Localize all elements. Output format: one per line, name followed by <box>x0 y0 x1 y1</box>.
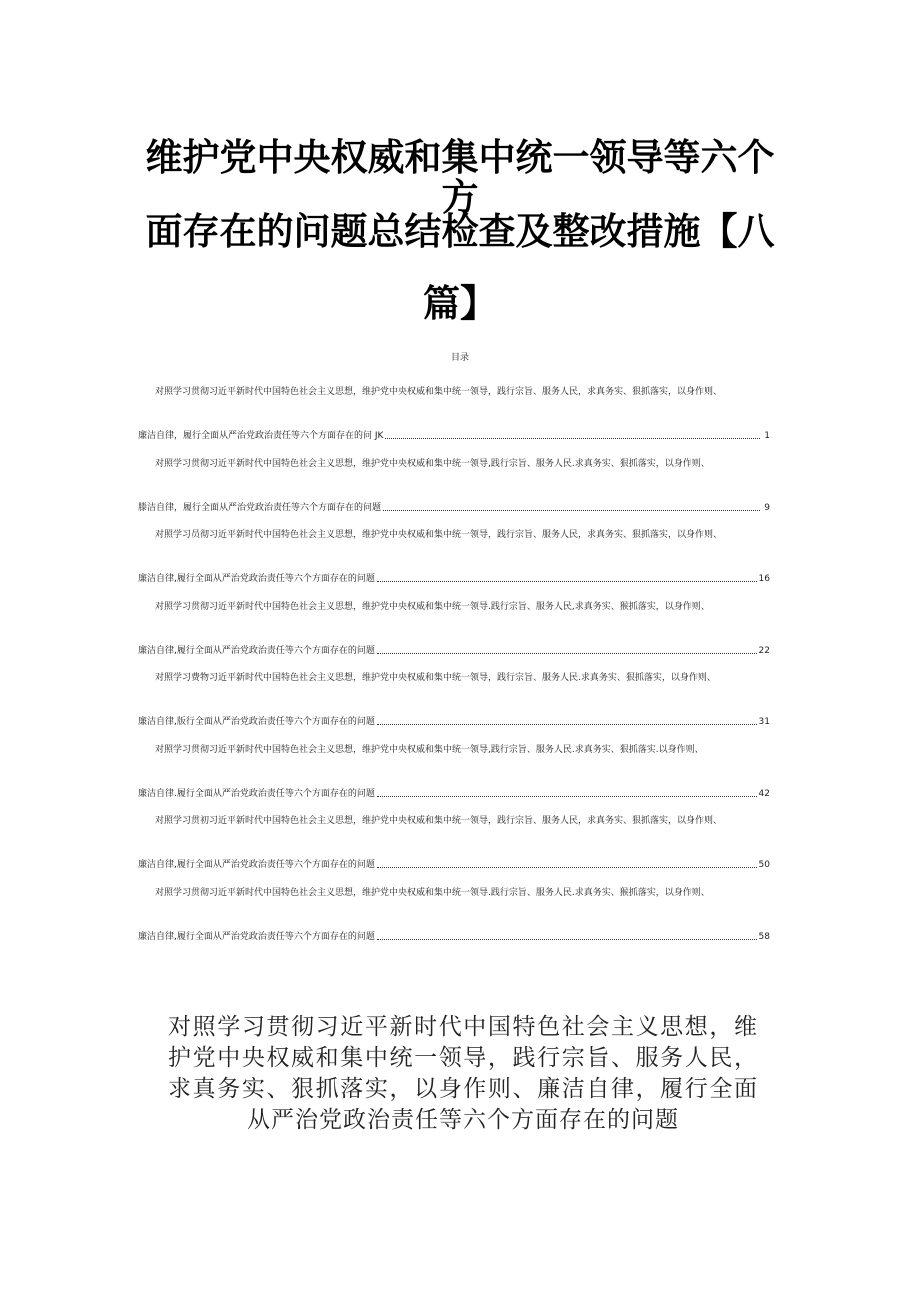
toc-page-number: 42 <box>758 789 770 799</box>
toc-page-number: 16 <box>758 574 770 584</box>
toc-entry-title-line-2 <box>138 502 770 514</box>
toc-dot-leader <box>377 939 757 940</box>
toc-entry-text: 廉洁自律，履行全面从严治党政治责任等六个方面存在的问 JK <box>138 431 384 441</box>
toc-dot-leader <box>377 724 757 725</box>
toc-entry-text: 廉洁自律,履行全面从严治党政治责任等六个方面存在的问题 <box>138 646 375 656</box>
toc-entry-title-line-1: 对照学习贯彻习近平新时代中国特色社会主义思想，维护党中央权威和集中统一领导,践行宗旨、服务人民.求真务实、狠抓落实，以身作则、 <box>155 459 710 469</box>
toc-entry-title-line-1: 对照学习贯彻习近平新时代中国特色社会主义思想，维护党中央权威和集中统一领导，践行宗旨、服务人民，求真务实、狠抓落实，以身作则、 <box>155 387 723 397</box>
toc-entry-title-line-2 <box>138 573 770 585</box>
toc-entry-title-line-2 <box>138 645 770 657</box>
toc-dot-leader <box>377 796 757 797</box>
toc-entry-text: 滕洁自律，履行全面从严治党政治责任等六个方面存在的问题 <box>138 503 382 513</box>
toc-entry-title-line-1: 对照学习贯彻习近平新时代中国特色社会主义思想，维护党中央权威和集中统一领导.践行宗旨、服务人民,求真务实、猴抓落实，以身作则、 <box>155 602 710 612</box>
toc-dot-leader <box>385 438 760 439</box>
toc-page-number: 50 <box>758 860 770 870</box>
toc-entry-title-line-2 <box>138 788 770 800</box>
toc-entry-title-line-2 <box>138 859 770 871</box>
toc-dot-leader <box>377 581 757 582</box>
toc-entry-title-line-1: 对照学习贯彻习近平新时代中国特色社会主义思想，维护党中央权威和集中统一领导.践行宗旨、服务人民.求真务实、猴抓落实，以身作则、 <box>155 888 710 898</box>
toc-entry-text: 廉洁自律,履行全面从严治党政治责任等六个方面存在的问题 <box>138 932 375 942</box>
toc-entry-title-line-1: 对照学习贯初习近平新时代中国特色社会主义思想，维护党中央权威和集中统一领导，践行宗旨、服务人民，求真务实、狠抓落实，以身作则、 <box>155 816 723 826</box>
section-heading: 对照学习贯彻习近平新时代中国特色社会主义思想，维护党中央权威和集中统一领导，践行宗旨、服务人民，求真务实、狠抓落实，以身作则、廉洁自律，履行全面从严治党政治责任等六个方面存在的问题 <box>168 1014 758 1133</box>
toc-dot-leader <box>377 653 757 654</box>
toc-page-number: 31 <box>758 717 770 727</box>
toc-dot-leader <box>377 867 757 868</box>
document-title-line-1: 维护党中央权威和集中统一领导等六个方 <box>145 136 775 219</box>
toc-entry-title-line-1: 对照学习费物习近平新时代中国特色社会主义思想，维护党中央权威和集中统一领导，践行宗旨、服务人民.求真务实、狠抓落实，以身作则、 <box>155 673 716 683</box>
toc-dot-leader <box>383 510 760 511</box>
toc-entry-text: 廉洁自律,履行全面从严治党政治责任等六个方面存在的问题 <box>138 574 375 584</box>
toc-heading: 目录 <box>450 353 469 363</box>
document-title-line-3: 篇】 <box>423 282 497 325</box>
toc-page-number: 1 <box>764 431 770 441</box>
toc-page-number: 22 <box>758 646 770 656</box>
toc-entry-title-line-2 <box>138 716 770 728</box>
toc-entry-title-line-1: 对照学习员彻习近平新时代中国特色社会主义思想，维护党中央权威和集中统一领导，践行宗旨、服务人民，求真务实、狠抓落实，以身作则、 <box>155 530 723 540</box>
toc-entry-text: 廉洁自律,履行全面从严治党政治责任等六个方面存在的问题 <box>138 860 375 870</box>
toc-entry-text: 廉洁自律,版行全面从严治党政治责任等六个方面存在的问题 <box>138 717 375 727</box>
toc-page-number: 9 <box>764 503 770 513</box>
document-title-line-2: 面存在的问题总结检查及整改措施【八 <box>145 210 775 253</box>
toc-page-number: 58 <box>758 932 770 942</box>
toc-entry-title-line-2 <box>138 430 770 442</box>
toc-entry-title-line-2 <box>138 931 770 943</box>
toc-entry-text: 廉洁自律.履行全面从严治党政治责任等六个方面存在的问题 <box>138 789 375 799</box>
toc-entry-title-line-1: 对照学习贯彻习近平新时代中国特色社会主义思想，维护党中央权威和集中统一领导,践行宗旨、服务人民.求真务实、狠抓落实.以身作则、 <box>155 745 704 755</box>
